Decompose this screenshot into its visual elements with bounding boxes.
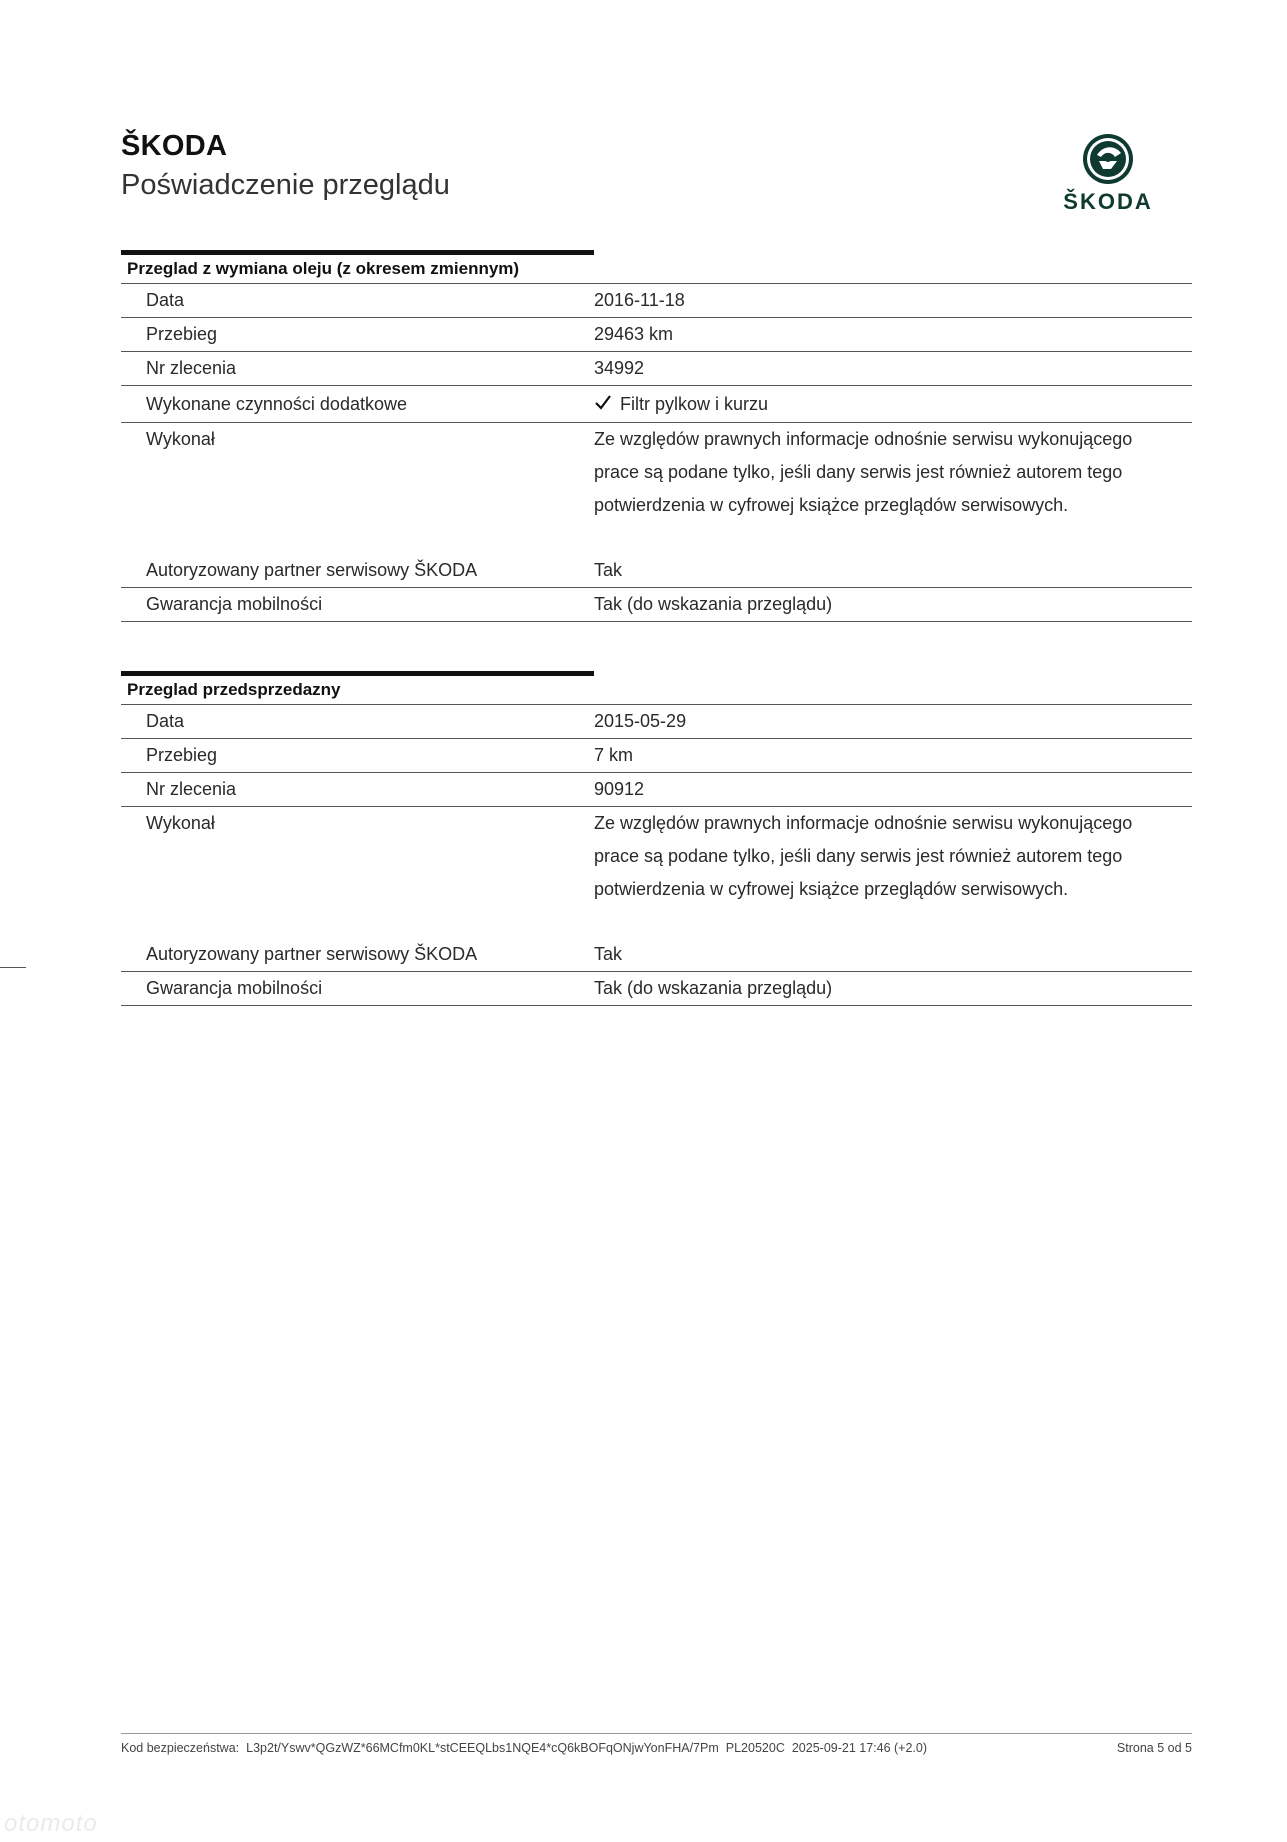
table-row-authorized-partner — [121, 938, 1192, 972]
table-row-performed-by — [121, 807, 1192, 938]
row-value: 34992 — [594, 358, 645, 378]
row-label: Przebieg — [146, 324, 218, 344]
row-value: Tak (do wskazania przeglądu) — [594, 594, 833, 614]
section-title: Przeglad z wymiana oleju (z okresem zmiennym) — [121, 255, 1192, 284]
service-section-oil-change — [121, 250, 1192, 622]
table-row-mobility-guarantee — [121, 588, 1192, 622]
table-row-mobility-guarantee — [121, 972, 1192, 1006]
logo-wordmark: ŠKODA — [1063, 189, 1153, 214]
row-label: Data — [146, 711, 185, 731]
row-value: 90912 — [594, 779, 645, 799]
table-row-mileage — [121, 318, 1192, 352]
section-title: Przeglad przedsprzedazny — [121, 676, 1192, 705]
row-value: 29463 km — [594, 324, 674, 344]
row-value: 7 km — [594, 745, 634, 765]
watermark: otomoto — [4, 1810, 98, 1837]
security-code: L3p2t/Yswv*QGzWZ*66MCfm0KL*stCEEQLbs1NQE4*cQ6kBOFqONjwYonFHA/7Pm — [246, 1741, 719, 1755]
page-of: od — [1167, 1741, 1182, 1755]
table-row-mileage — [121, 739, 1192, 773]
row-label: Nr zlecenia — [146, 358, 237, 378]
row-label: Autoryzowany partner serwisowy ŠKODA — [146, 560, 478, 580]
page-number — [1117, 1741, 1192, 1755]
row-value: 2016-11-18 — [594, 290, 685, 310]
row-value: 2015-05-29 — [594, 711, 687, 731]
row-label: Wykonane czynności dodatkowe — [146, 394, 407, 414]
checkmark-icon — [594, 394, 612, 412]
document-code: PL20520C — [725, 1741, 785, 1755]
security-code-label: Kod bezpieczeństwa: — [121, 1741, 240, 1755]
additional-work-value: Filtr pylkow i kurzu — [620, 394, 769, 414]
row-label: Wykonał — [146, 813, 215, 833]
row-value: Tak — [594, 944, 623, 964]
brand-title: ŠKODA — [121, 130, 228, 162]
table-row-authorized-partner — [121, 554, 1192, 588]
row-label: Data — [146, 290, 185, 310]
table-row-performed-by — [121, 423, 1192, 554]
row-value: Tak — [594, 560, 623, 580]
row-label: Gwarancja mobilności — [146, 978, 323, 998]
page-word: Strona — [1116, 1741, 1154, 1755]
timestamp: 2025-09-21 17:46 (+2.0) — [791, 1741, 928, 1755]
table-row-date — [121, 284, 1192, 318]
footer-left — [121, 1741, 934, 1755]
skoda-emblem-icon — [1045, 131, 1171, 187]
page-title: Poświadczenie przeglądu — [121, 169, 450, 201]
table-row-order-number — [121, 352, 1192, 386]
row-value: Tak (do wskazania przeglądu) — [594, 978, 833, 998]
table-row-additional-work — [121, 386, 1192, 423]
table-row-date — [121, 705, 1192, 739]
row-label: Wykonał — [146, 429, 215, 449]
row-label: Gwarancja mobilności — [146, 594, 323, 614]
row-value: Ze względów prawnych informacje odnośnie serwisu wykonującego prace są podane tylko, jeśli dany serwis jest również autorem tego potwierdzenia w cyfrowej książce przeglądów serwisowych. — [594, 429, 1133, 515]
page-total: 5 — [1185, 1741, 1192, 1755]
table-row-order-number — [121, 773, 1192, 807]
row-value: Ze względów prawnych informacje odnośnie serwisu wykonującego prace są podane tylko, jeśli dany serwis jest również autorem tego potwierdzenia w cyfrowej książce przeglądów serwisowych. — [594, 813, 1133, 899]
row-label: Autoryzowany partner serwisowy ŠKODA — [146, 944, 478, 964]
row-label: Przebieg — [146, 745, 218, 765]
row-label: Nr zlecenia — [146, 779, 237, 799]
page-current: 5 — [1157, 1741, 1165, 1755]
row-value — [594, 386, 1192, 422]
page-edge-mark — [0, 967, 26, 968]
page-footer — [121, 1733, 1192, 1755]
service-section-pre-sale — [121, 671, 1192, 1006]
skoda-logo — [1045, 131, 1171, 221]
